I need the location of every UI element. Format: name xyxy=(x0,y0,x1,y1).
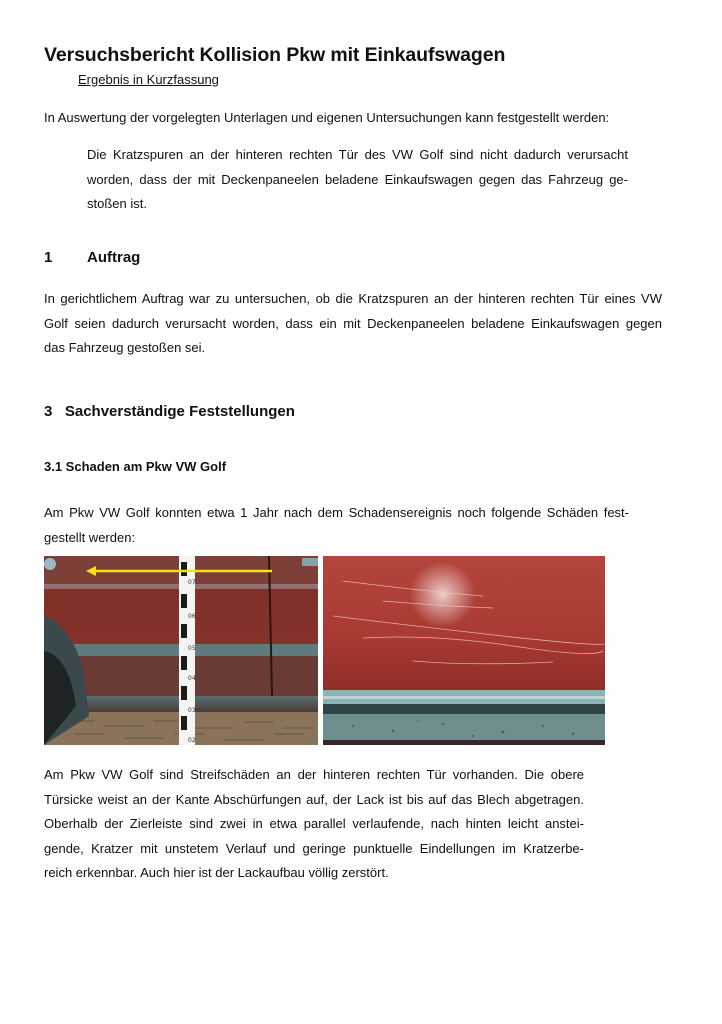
section-1-line: das Fahrzeug gestoßen sei. xyxy=(44,340,206,355)
section-3-1-line: gestellt werden: xyxy=(44,529,136,545)
section-3-1-line: Am Pkw VW Golf konnten etwa 1 Jahr nach dem Schadensereignis noch folgende Schäden fest- xyxy=(44,505,629,520)
staff-label: 06 xyxy=(188,613,196,620)
damage-description-paragraph xyxy=(44,763,584,886)
description-line: Oberhalb der Zierleiste sind zwei in etwa parallel verlaufende, nach hinten leicht anstei- xyxy=(44,816,584,831)
staff-label: 02 xyxy=(188,737,196,744)
description-line: Türsicke weist an der Kante Abschürfungen auf, der Lack ist bis auf das Blech abgetragen. xyxy=(44,791,584,807)
section-1-number: 1 xyxy=(44,249,53,266)
staff-label: 07 xyxy=(188,579,196,586)
staff-label: 04 xyxy=(188,675,196,682)
summary-line: stoßen ist. xyxy=(87,196,147,211)
section-3-heading: 3 Sachverständige Feststellungen xyxy=(44,403,295,420)
photo-car-door-with-measuring-staff xyxy=(44,556,318,745)
photo-car-door-image xyxy=(44,556,318,745)
section-3-1-heading: 3.1 Schaden am Pkw VW Golf xyxy=(44,459,227,474)
section-3-1-paragraph xyxy=(44,501,629,550)
photo-scratch-closeup xyxy=(323,556,605,745)
description-line: Am Pkw VW Golf sind Streifschäden an der hinteren rechten Tür vorhanden. Die obere xyxy=(44,767,584,782)
section-1-line: Golf seien dadurch verursacht worden, dass ein mit Deckenpaneelen beladene Einkaufswagen gegen xyxy=(44,315,662,331)
description-line: reich erkennbar. Auch hier ist der Lackaufbau völlig zerstört. xyxy=(44,865,389,880)
description-line: gende, Kratzer mit unstetem Verlauf und geringe punktuelle Eindellungen im Kratzerbe- xyxy=(44,840,584,856)
summary-line: worden, dass der mit Deckenpaneelen beladene Einkaufswagen gegen das Fahrzeug ge- xyxy=(87,171,628,187)
staff-label: 05 xyxy=(188,645,196,652)
section-1-paragraph xyxy=(44,287,662,361)
photo-scratch-closeup-image xyxy=(323,556,605,745)
summary-line: Die Kratzspuren an der hinteren rechten Tür des VW Golf sind nicht dadurch verursacht xyxy=(87,147,628,162)
summary-paragraph xyxy=(87,143,628,217)
document-title: Versuchsbericht Kollision Pkw mit Einkaufswagen xyxy=(44,44,506,66)
section-1-heading: Auftrag xyxy=(87,249,141,266)
section-1-line: In gerichtlichem Auftrag war zu untersuchen, ob die Kratzspuren an der hinteren rechten Tür eines VW xyxy=(44,291,662,306)
staff-label: 03 xyxy=(188,707,196,714)
intro-paragraph: In Auswertung der vorgelegten Unterlagen und eigenen Untersuchungen kann festgestellt werden: xyxy=(44,110,610,125)
document-subtitle: Ergebnis in Kurzfassung xyxy=(78,72,219,87)
